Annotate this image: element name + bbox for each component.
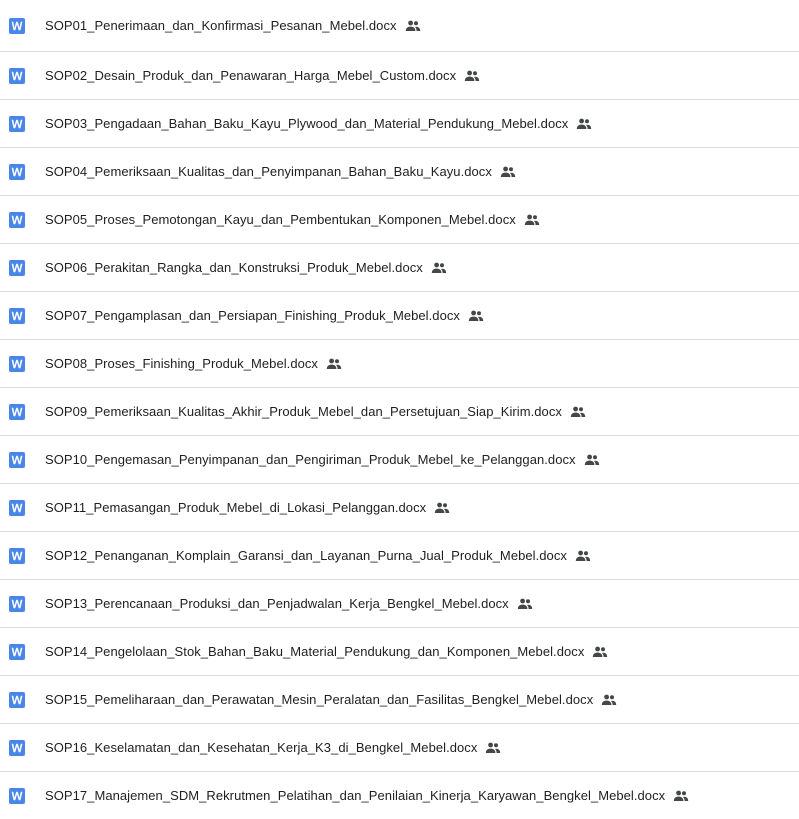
file-row-15[interactable] (0, 676, 799, 724)
file-row-5[interactable] (0, 196, 799, 244)
file-name[interactable]: SOP04_Pemeriksaan_Kualitas_dan_Penyimpanan_Bahan_Baku_Kayu.docx (45, 164, 492, 179)
file-row-12[interactable] (0, 532, 799, 580)
file-row-17[interactable] (0, 772, 799, 819)
word-doc-icon (9, 212, 25, 228)
word-doc-icon (9, 788, 25, 804)
file-name-group (45, 308, 484, 324)
shared-people-icon (570, 404, 586, 420)
file-row-13[interactable] (0, 580, 799, 628)
shared-people-icon (405, 18, 421, 34)
shared-people-icon (485, 740, 501, 756)
file-name[interactable]: SOP11_Pemasangan_Produk_Mebel_di_Lokasi_Pelanggan.docx (45, 500, 427, 515)
file-row-4[interactable] (0, 148, 799, 196)
word-doc-icon (9, 548, 25, 564)
shared-people-icon (673, 788, 689, 804)
word-doc-icon (9, 68, 25, 84)
file-row-9[interactable] (0, 388, 799, 436)
word-doc-icon (9, 116, 25, 132)
file-name-group (45, 164, 516, 180)
file-row-8[interactable] (0, 340, 799, 388)
file-name-group (45, 500, 450, 516)
file-name[interactable]: SOP17_Manajemen_SDM_Rekrutmen_Pelatihan_dan_Penilaian_Kinerja_Karyawan_Bengkel_Mebel.docx (45, 788, 666, 803)
file-name-group (45, 116, 592, 132)
shared-people-icon (464, 68, 480, 84)
file-row-2[interactable] (0, 52, 799, 100)
file-name[interactable]: SOP01_Penerimaan_dan_Konfirmasi_Pesanan_Mebel.docx (45, 18, 397, 33)
file-name-group (45, 740, 501, 756)
file-name[interactable]: SOP16_Keselamatan_dan_Kesehatan_Kerja_K3_di_Bengkel_Mebel.docx (45, 740, 478, 755)
file-name[interactable]: SOP13_Perencanaan_Produksi_dan_Penjadwalan_Kerja_Bengkel_Mebel.docx (45, 596, 509, 611)
file-name-group (45, 18, 421, 34)
file-name[interactable]: SOP12_Penanganan_Komplain_Garansi_dan_Layanan_Purna_Jual_Produk_Mebel.docx (45, 548, 567, 563)
word-doc-icon (9, 404, 25, 420)
file-name[interactable]: SOP06_Perakitan_Rangka_dan_Konstruksi_Produk_Mebel.docx (45, 260, 423, 275)
shared-people-icon (575, 548, 591, 564)
file-name-group (45, 356, 342, 372)
file-row-6[interactable] (0, 244, 799, 292)
file-row-1[interactable] (0, 0, 799, 52)
file-name[interactable]: SOP09_Pemeriksaan_Kualitas_Akhir_Produk_Mebel_dan_Persetujuan_Siap_Kirim.docx (45, 404, 562, 419)
file-name-group (45, 644, 608, 660)
file-name[interactable]: SOP05_Proses_Pemotongan_Kayu_dan_Pembentukan_Komponen_Mebel.docx (45, 212, 516, 227)
file-row-3[interactable] (0, 100, 799, 148)
shared-people-icon (584, 452, 600, 468)
file-name-group (45, 788, 689, 804)
file-name-group (45, 596, 533, 612)
shared-people-icon (468, 308, 484, 324)
shared-people-icon (326, 356, 342, 372)
shared-people-icon (601, 692, 617, 708)
file-row-7[interactable] (0, 292, 799, 340)
file-name[interactable]: SOP10_Pengemasan_Penyimpanan_dan_Pengiriman_Produk_Mebel_ke_Pelanggan.docx (45, 452, 576, 467)
shared-people-icon (517, 596, 533, 612)
file-row-16[interactable] (0, 724, 799, 772)
file-name-group (45, 212, 540, 228)
shared-people-icon (576, 116, 592, 132)
file-name[interactable]: SOP08_Proses_Finishing_Produk_Mebel.docx (45, 356, 318, 371)
shared-people-icon (434, 500, 450, 516)
file-row-11[interactable] (0, 484, 799, 532)
word-doc-icon (9, 500, 25, 516)
word-doc-icon (9, 740, 25, 756)
word-doc-icon (9, 260, 25, 276)
file-name[interactable]: SOP03_Pengadaan_Bahan_Baku_Kayu_Plywood_dan_Material_Pendukung_Mebel.docx (45, 116, 569, 131)
shared-people-icon (524, 212, 540, 228)
shared-people-icon (500, 164, 516, 180)
file-name[interactable]: SOP02_Desain_Produk_dan_Penawaran_Harga_Mebel_Custom.docx (45, 68, 457, 83)
word-doc-icon (9, 164, 25, 180)
shared-people-icon (431, 260, 447, 276)
word-doc-icon (9, 452, 25, 468)
word-doc-icon (9, 596, 25, 612)
file-name[interactable]: SOP14_Pengelolaan_Stok_Bahan_Baku_Material_Pendukung_dan_Komponen_Mebel.docx (45, 644, 585, 659)
file-name[interactable]: SOP07_Pengamplasan_dan_Persiapan_Finishing_Produk_Mebel.docx (45, 308, 460, 323)
file-name-group (45, 548, 591, 564)
word-doc-icon (9, 692, 25, 708)
word-doc-icon (9, 356, 25, 372)
file-name-group (45, 404, 586, 420)
file-name-group (45, 692, 617, 708)
file-name-group (45, 452, 600, 468)
file-row-10[interactable] (0, 436, 799, 484)
file-name[interactable]: SOP15_Pemeliharaan_dan_Perawatan_Mesin_Peralatan_dan_Fasilitas_Bengkel_Mebel.docx (45, 692, 594, 707)
file-row-14[interactable] (0, 628, 799, 676)
file-name-group (45, 68, 480, 84)
word-doc-icon (9, 308, 25, 324)
shared-people-icon (592, 644, 608, 660)
word-doc-icon (9, 18, 25, 34)
word-doc-icon (9, 644, 25, 660)
file-name-group (45, 260, 447, 276)
